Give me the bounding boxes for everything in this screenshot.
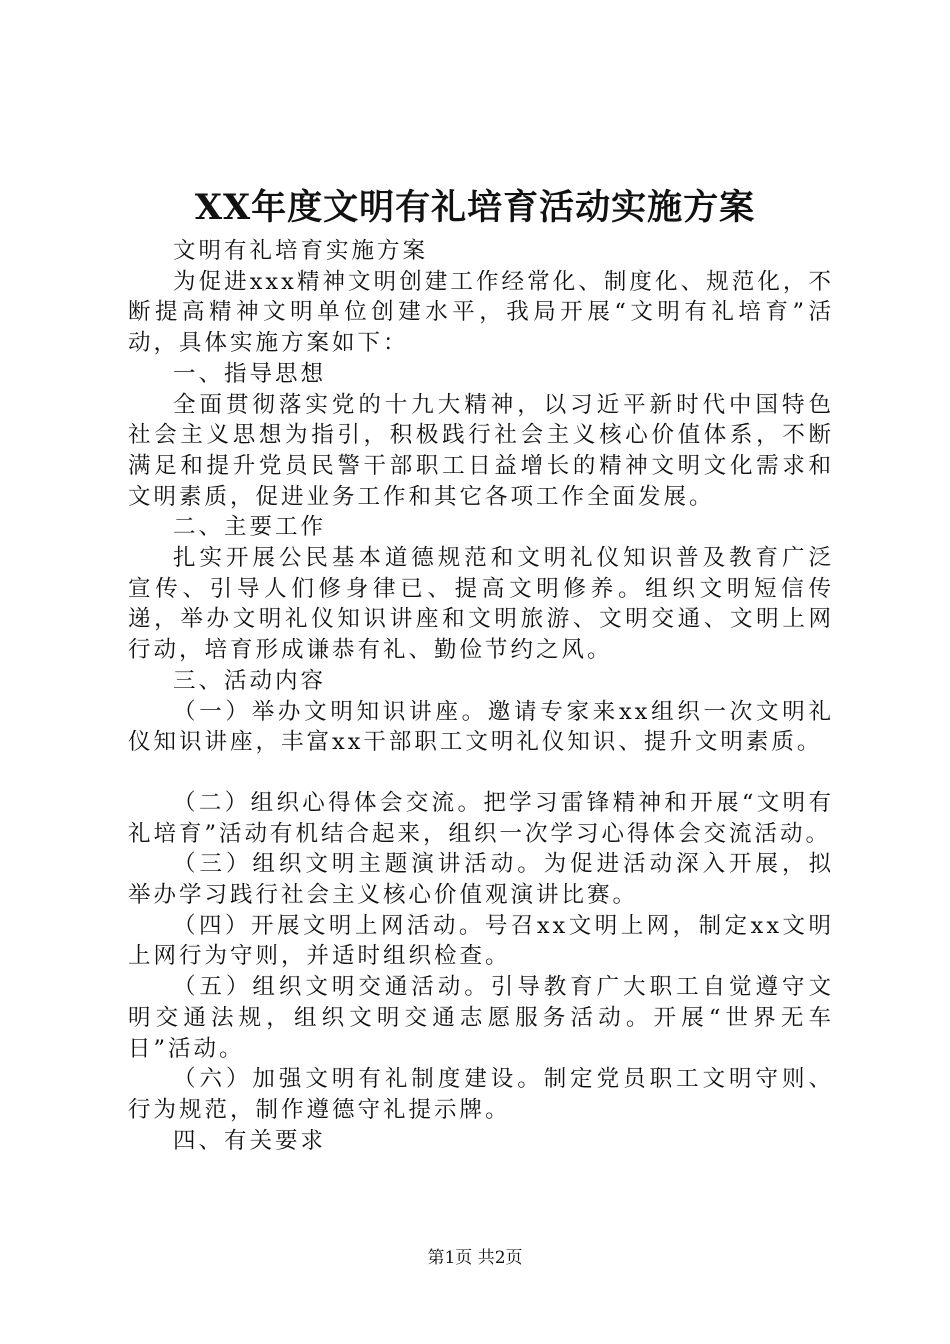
subtitle-paragraph: 文明有礼培育实施方案 [173,238,429,264]
list-item-paragraph: （六）加强文明有礼制度建设。制定党员职工文明守则、行为规范，制作遵德守礼提示牌。 [128,1066,834,1123]
section-heading-main-work: 二、主要工作 [173,514,327,541]
body-paragraph: 扎实开展公民基本道德规范和文明礼仪知识普及教育广泛宣传、引导人们修身律已、提高文明修养。组织文明短信传递，举办文明礼仪知识讲座和文明旅游、文明交通、文明上网行动，培育形成谦恭有礼、勤俭节约之风。 [128,545,834,664]
list-item-paragraph: （四）开展文明上网活动。号召xx文明上网，制定xx文明上网行为守则，并适时组织检查。 [128,912,834,970]
body-paragraph: 全面贯彻落实党的十九大精神，以习近平新时代中国特色社会主义思想为指引，积极践行社会主义核心价值体系，不断满足和提升党员民警干部职工日益增长的精神文明文化需求和文明素质，促进业务工作和其它各项工作全面发展。 [128,391,834,510]
section-heading-requirements: 四、有关要求 [173,1127,327,1154]
document-title: XX年度文明有礼培育活动实施方案 [194,187,756,228]
intro-paragraph: 为促进xxx精神文明创建工作经常化、制度化、规范化，不断提高精神文明单位创建水平，我局开展“文明有礼培育”活动，具体实施方案如下： [128,268,834,357]
page-footer: 第1页 共2页 [427,1248,523,1268]
section-heading-activity-content: 三、活动内容 [173,667,327,694]
list-item-paragraph: （二）组织心得体会交流。把学习雷锋精神和开展“文明有礼培育”活动有机结合起来，组织一次学习心得体会交流活动。 [128,789,834,847]
list-item-paragraph: （一）举办文明知识讲座。邀请专家来xx组织一次文明礼仪知识讲座，丰富xx干部职工文明礼仪知识、提升文明素质。 [128,698,834,756]
section-heading-guiding-ideology: 一、指导思想 [173,360,327,387]
document-body [128,236,834,1156]
list-item-paragraph: （五）组织文明交通活动。引导教育广大职工自觉遵守文明交通法规，组织文明交通志愿服务活动。开展“世界无车日”活动。 [128,974,834,1062]
list-item-paragraph: （三）组织文明主题演讲活动。为促进活动深入开展，拟举办学习践行社会主义核心价值观演讲比赛。 [128,851,834,909]
